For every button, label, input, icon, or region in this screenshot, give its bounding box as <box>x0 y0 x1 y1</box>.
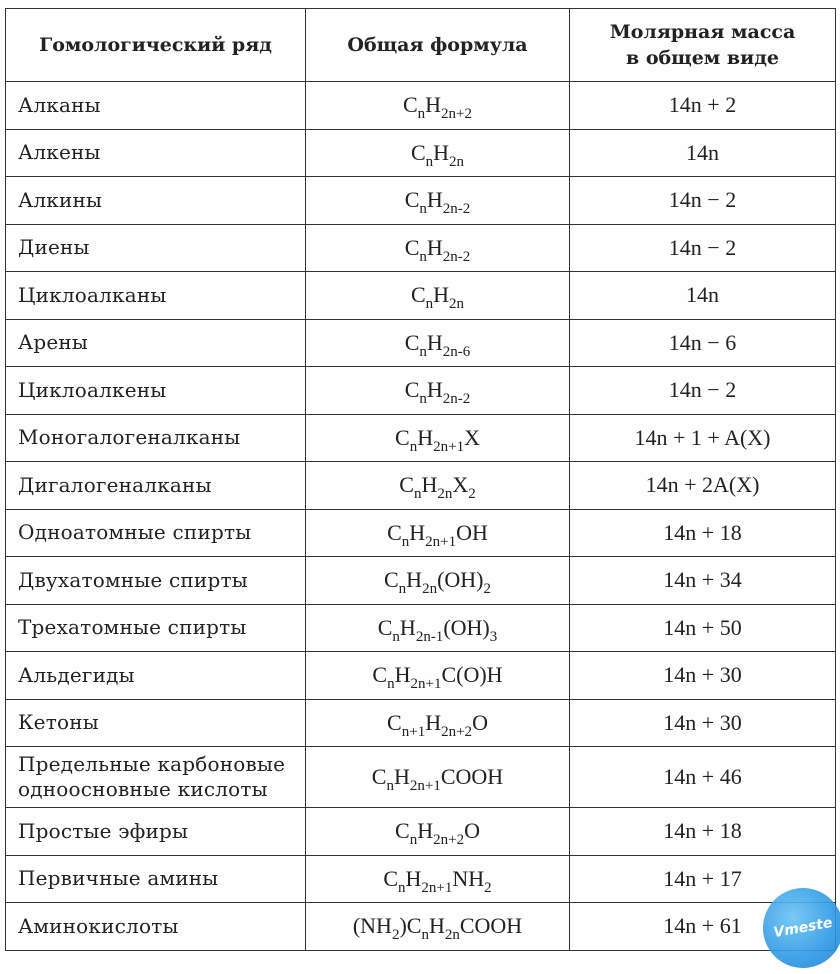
formula-symbol: H <box>393 764 410 789</box>
general-formula <box>306 272 570 320</box>
table-row <box>6 604 836 652</box>
molar-mass: 14n + 18 <box>570 509 836 557</box>
formula-symbol: C <box>387 519 402 545</box>
formula-symbol: H <box>433 282 450 308</box>
series-name: Одноатомные спирты <box>6 509 306 557</box>
formula-symbol: H <box>405 865 422 891</box>
formula-symbol: H <box>425 709 442 735</box>
table-row <box>6 462 836 510</box>
series-name: Первичные амины <box>6 855 306 903</box>
formula-symbol: H <box>417 424 434 450</box>
series-name: Циклоалканы <box>6 272 306 320</box>
table-row <box>6 903 836 951</box>
general-formula <box>306 557 570 605</box>
table-row <box>6 129 836 177</box>
formula-symbol: OH <box>456 519 488 545</box>
formula-subscript: 2n <box>449 296 465 313</box>
formula-subscript: n <box>419 248 427 265</box>
formula-subscript: 2 <box>391 927 400 944</box>
table-row <box>6 367 836 415</box>
formula-subscript: 2n <box>444 927 460 944</box>
table-row <box>6 82 836 130</box>
homologous-series-table <box>5 8 836 951</box>
formula-symbol: C <box>377 614 393 640</box>
formula-symbol: H <box>421 472 438 498</box>
header-series: Гомологический ряд <box>6 9 306 82</box>
header-formula: Общая формула <box>306 9 570 82</box>
general-formula <box>306 462 570 510</box>
formula-subscript: 2n+2 <box>441 106 473 123</box>
header-row <box>6 9 836 82</box>
formula-subscript: n <box>387 676 395 693</box>
molar-mass: 14n + 1 + A(X) <box>570 414 836 462</box>
table-body <box>6 82 836 951</box>
formula-subscript: n+1 <box>401 723 426 740</box>
molar-mass: 14n + 50 <box>570 604 836 652</box>
series-name: Дигалогеналканы <box>6 462 306 510</box>
series-name: Моногалогеналканы <box>6 414 306 462</box>
general-formula <box>306 177 570 225</box>
molar-mass: 14n + 34 <box>570 557 836 605</box>
formula-symbol: H <box>417 818 434 844</box>
formula-symbol: C(O)H <box>441 662 503 688</box>
molar-mass: 14n + 17 <box>570 855 836 903</box>
formula-symbol: H <box>399 614 416 640</box>
formula-symbol: H <box>426 329 443 355</box>
formula-subscript: n <box>409 832 418 849</box>
formula-subscript: n <box>401 533 410 550</box>
formula-symbol: C <box>395 424 410 450</box>
series-name: Арены <box>6 319 306 367</box>
formula-symbol: C <box>383 865 399 891</box>
formula-symbol: (OH) <box>443 614 490 640</box>
formula-symbol: C <box>404 377 420 403</box>
formula-subscript: n <box>392 628 400 645</box>
formula-subscript: 3 <box>489 628 498 645</box>
formula-symbol: C <box>399 472 414 498</box>
series-name: Алкины <box>6 177 306 225</box>
formula-symbol: H <box>426 187 443 213</box>
formula-symbol: C <box>387 709 402 735</box>
table-row <box>6 699 836 747</box>
molar-mass: 14n + 61 <box>570 903 836 951</box>
formula-symbol: X <box>464 424 480 450</box>
formula-symbol: C <box>404 329 420 355</box>
table-row <box>6 747 836 808</box>
formula-symbol: C <box>383 567 399 593</box>
table-row <box>6 272 836 320</box>
molar-mass: 14n + 2 <box>570 82 836 130</box>
formula-subscript: 2n-2 <box>442 391 471 408</box>
general-formula <box>306 604 570 652</box>
series-name: Алканы <box>6 82 306 130</box>
formula-subscript: n <box>398 581 407 598</box>
general-formula <box>306 903 570 951</box>
formula-subscript: n <box>398 879 406 896</box>
table-row <box>6 224 836 272</box>
formula-subscript: 2 <box>468 486 476 503</box>
molar-mass: 14n − 2 <box>570 177 836 225</box>
formula-symbol: C <box>410 282 426 308</box>
general-formula <box>306 855 570 903</box>
general-formula <box>306 224 570 272</box>
general-formula <box>306 808 570 856</box>
formula-symbol: H <box>426 234 443 260</box>
molar-mass: 14n + 2A(X) <box>570 462 836 510</box>
general-formula <box>306 652 570 700</box>
watermark-logo: Vmeste <box>757 882 840 974</box>
formula-subscript: n <box>419 201 427 218</box>
formula-subscript: 2 <box>483 581 491 598</box>
formula-symbol: C <box>402 92 418 118</box>
formula-subscript: 2n+1 <box>425 533 457 550</box>
formula-subscript: 2n+2 <box>433 832 465 849</box>
general-formula <box>306 699 570 747</box>
molar-mass: 14n <box>570 129 836 177</box>
formula-subscript: 2n+1 <box>433 438 465 455</box>
molar-mass: 14n − 2 <box>570 367 836 415</box>
header-mass-line2: в общем виде <box>626 47 779 69</box>
formula-subscript: n <box>425 296 434 313</box>
formula-symbol: H <box>426 377 443 403</box>
series-name: Алкены <box>6 129 306 177</box>
molar-mass: 14n + 30 <box>570 699 836 747</box>
formula-symbol: O <box>464 818 480 844</box>
formula-symbol: )C <box>399 913 422 939</box>
series-name: Аминокислоты <box>6 903 306 951</box>
molar-mass: 14n <box>570 272 836 320</box>
header-mass-line1: Молярная масса <box>609 21 796 43</box>
formula-symbol: O <box>472 709 488 735</box>
formula-symbol: COOH <box>459 913 523 939</box>
formula-subscript: n <box>386 778 394 794</box>
table-row <box>6 319 836 367</box>
molar-mass: 14n + 46 <box>570 747 836 808</box>
formula-subscript: n <box>417 106 426 123</box>
formula-symbol: H <box>428 913 445 939</box>
formula-subscript: 2n+1 <box>421 879 453 896</box>
molar-mass: 14n − 6 <box>570 319 836 367</box>
general-formula <box>306 414 570 462</box>
formula-subscript: 2n <box>449 153 465 170</box>
formula-subscript: 2n-1 <box>415 628 444 645</box>
general-formula <box>306 747 570 808</box>
formula-subscript: 2n-6 <box>442 343 471 360</box>
formula-subscript: 2n <box>422 581 438 598</box>
molar-mass: 14n + 30 <box>570 652 836 700</box>
formula-subscript: 2n <box>437 486 453 503</box>
series-name: Кетоны <box>6 699 306 747</box>
formula-symbol: C <box>372 662 388 688</box>
general-formula <box>306 319 570 367</box>
general-formula <box>306 367 570 415</box>
formula-subscript: 2n+1 <box>409 778 441 794</box>
table-row <box>6 808 836 856</box>
table-row <box>6 652 836 700</box>
formula-symbol: X <box>452 472 469 498</box>
general-formula <box>306 82 570 130</box>
formula-symbol: C <box>410 139 426 165</box>
formula-symbol: (NH <box>352 913 392 939</box>
formula-subscript: 2n+1 <box>410 676 442 693</box>
formula-symbol: C <box>371 764 387 789</box>
formula-subscript: 2n+2 <box>441 723 473 740</box>
molar-mass: 14n − 2 <box>570 224 836 272</box>
series-name: Альдегиды <box>6 652 306 700</box>
formula-symbol: NH <box>452 865 485 891</box>
formula-subscript: n <box>421 927 429 944</box>
formula-symbol: H <box>394 662 411 688</box>
general-formula <box>306 129 570 177</box>
formula-subscript: n <box>419 343 427 360</box>
formula-subscript: n <box>413 486 422 503</box>
molar-mass: 14n + 18 <box>570 808 836 856</box>
table-row <box>6 557 836 605</box>
formula-symbol: (OH) <box>437 567 484 593</box>
formula-symbol: H <box>433 139 450 165</box>
formula-subscript: n <box>409 438 418 455</box>
formula-subscript: n <box>425 153 434 170</box>
formula-subscript: 2n-2 <box>442 248 471 265</box>
formula-symbol: H <box>409 519 426 545</box>
series-name: Простые эфиры <box>6 808 306 856</box>
series-name: Трехатомные спирты <box>6 604 306 652</box>
formula-symbol: C <box>404 187 420 213</box>
table-row <box>6 855 836 903</box>
series-name: Циклоалкены <box>6 367 306 415</box>
header-molar-mass <box>570 9 836 82</box>
formula-subscript: n <box>419 391 427 408</box>
formula-symbol: COOH <box>440 764 504 789</box>
formula-subscript: 2n-2 <box>442 201 471 218</box>
formula-subscript: 2 <box>484 879 492 896</box>
formula-symbol: H <box>406 567 423 593</box>
table-row <box>6 414 836 462</box>
formula-symbol: C <box>404 234 420 260</box>
formula-symbol: C <box>395 818 410 844</box>
general-formula <box>306 509 570 557</box>
series-name: Двухатомные спирты <box>6 557 306 605</box>
table-row <box>6 509 836 557</box>
series-name: Диены <box>6 224 306 272</box>
formula-symbol: H <box>425 92 442 118</box>
table-row <box>6 177 836 225</box>
series-name: Предельные карбоновые одноосновные кислоты <box>6 747 306 808</box>
